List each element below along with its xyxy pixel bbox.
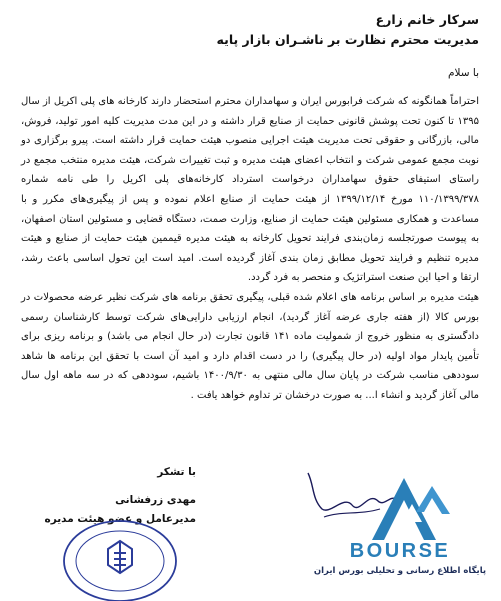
logo-caption: پایگاه اطلاع رسانی و تحلیلی بورس ایران — [313, 566, 487, 576]
bourse-logo-icon — [300, 474, 500, 544]
letter-body — [21, 92, 479, 406]
bourse-logo — [300, 474, 500, 601]
signer-title: مدیرعامل و عضو هیئت مدیره — [44, 513, 196, 525]
signer-name: مهدی زرفشانی — [115, 494, 196, 506]
stamp-emblem-icon — [108, 541, 132, 573]
closing: با تشکر — [157, 466, 196, 478]
paragraph-2: هیئت مدیره بر اساس برنامه های اعلام شده قبلی، پیگیری تحقق برنامه های شرکت نظیر عرضه محصولات در بورس کالا (از هفته جاری عرضه آغاز گردید)، انجام ارزیابی دارایی‌های شرکت توسط کارشناسان رسمی دادگستری به منظور خروج از شمولیت ماده ۱۴۱ قانون تجارت (در حال انجام می باشد) و برنامه ریزی برای تأمین پایدار مواد اولیه (در حال پیگیری) را در دست اقدام دارد و امید آن است با تحقق این برنامه ها شاهد سوددهی مناسب شرکت در پایان سال مالی منتهی به ۱۴۰۰/۹/۳۰ باشیم، سوددهی که در سه ماهه اول سال مالی آغاز گردید و انشاء ا... به صورت درخشان تر تداوم خواهد یافت . — [21, 291, 480, 401]
salutation — [19, 10, 479, 50]
greeting: با سلام — [447, 67, 479, 79]
recipient-title: مدیریت محترم نظارت بر ناشـران بازار پایه — [216, 32, 479, 47]
recipient-name: سرکار خانم زارع — [375, 12, 479, 27]
company-stamp — [60, 517, 180, 601]
logo-wordmark: BOURSE — [349, 540, 451, 562]
paragraph-1: احتراماً همانگونه که شرکت فرابورس ایران و سهامداران محترم استحضار دارند کارخانه های پلی اکریل از سال ۱۳۹۵ تا کنون تحت پوشش قانونی حمایت از صنایع قرار داشته و در این مدت مدیریت کلیه امور تولید، فروش، مالی، بازرگانی و حقوقی تحت مدیریت هیئت اجرایی منصوب هیئت حمایت قرار داشته است. پیرو برگزاری دو نوبت مجمع عمومی شرکت و انتخاب اعضای هیئت مدیره و ثبت تغییرات شرکت، هیئت مدیره منتخب مجمع در راستای استیفای حقوق سهامداران درخواست استرداد کارخانه‌های پلی اکریل را طی نامه شماره ۱۱۰/۱۳۹۹/۳۷۸ مورخ ۱۳۹۹/۱۲/۱۴ از هیئت حمایت از صنایع اعلام نموده و پس از پیگیری‌های مکرر و با مساعدت و همکاری مسئولین هیئت حمایت از صنایع، وزارت صمت، دستگاه قضایی و مسئولین استان اصفهان، به پیوست صورتجلسه زمان‌بندی فرایند تحویل کارخانه به هیئت مدیره قیممین هیئت حمایت از صنایع و هیئت مدیره تنظیم و فرایند تحویل مطابق زمان بندی آغاز گردیده است. امید است این تحول اساسی باعث رشد، ارتقا و احیا این صنعت استراتژیک و منحصر به فرد گردد. — [21, 96, 479, 284]
